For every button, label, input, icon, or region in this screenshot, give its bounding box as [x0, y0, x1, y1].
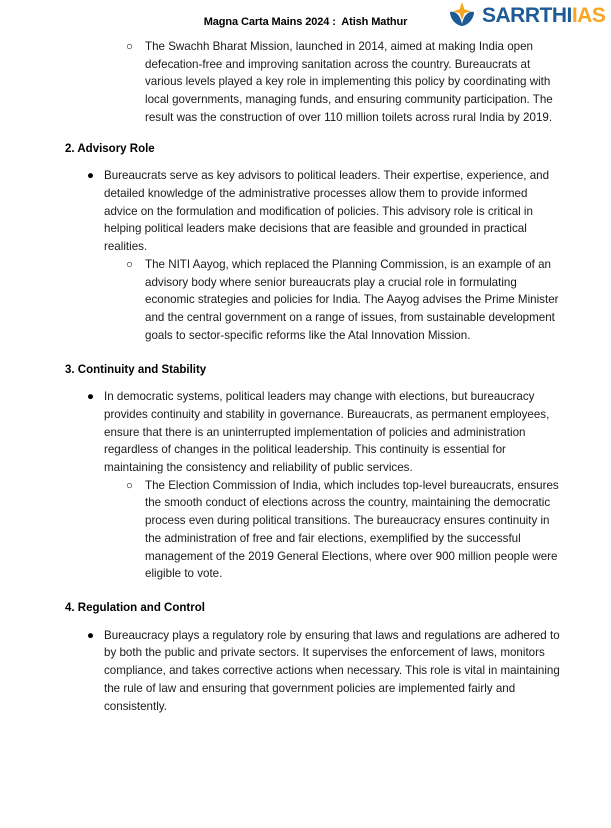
brand-wordmark — [482, 5, 605, 26]
section-heading-advisory-role: 2. Advisory Role — [65, 142, 155, 155]
hollow-bullet-icon: ○ — [126, 257, 134, 271]
list-item-text: The Swachh Bharat Mission, launched in 2014, aimed at making India open defecation-free and improving sanitation across the country. Bureaucrats at various levels played a key role in implementing this policy by coordinating with local governments, managing funds, and ensuring community participation. The result was the construction of over 110 million toilets across rural India by 2019. — [145, 40, 553, 124]
page-title: Magna Carta Mains 2024 : Atish Mathur — [203, 16, 408, 28]
list-item — [0, 256, 611, 345]
hollow-bullet-icon: ○ — [126, 40, 134, 53]
section-list-regulation-and-control — [0, 627, 611, 716]
spacer — [0, 378, 611, 388]
filled-bullet-icon: ● — [87, 628, 95, 642]
section-list-advisory-role — [0, 167, 611, 256]
list-item-text: Bureaucracy plays a regulatory role by ensuring that laws and regulations are adhered to by both the public and private sectors. It supervises the enforcement of laws, monitors compliance, and takes corrective actions when necessary. This role is vital in maintaining the rule of law and ensuring that government policies are implemented fairly and consistently. — [104, 628, 560, 713]
list-item-text: The Election Commission of India, which includes top-level bureaucrats, ensures the smooth conduct of elections across the country, maintaining the democratic process even during political transitions. The bureaucracy ensures continuity in the administration of free and fair elections, exemplified by the successful management of the 2019 General Elections, where over 900 million people were eligible to vote. — [145, 478, 559, 581]
spacer — [0, 583, 611, 601]
intro-sublist — [0, 38, 611, 127]
section-sublist-continuity-and-stability — [0, 477, 611, 583]
sarrthi-lotus-icon — [448, 2, 476, 28]
brand-name-secondary: IAS — [571, 3, 606, 27]
filled-bullet-icon: ● — [87, 390, 95, 404]
filled-bullet-icon: ● — [87, 169, 95, 183]
list-item-text: In democratic systems, political leaders may change with elections, but bureaucracy provides continuity and stability in governance. Bureaucrats, as permanent employees, ensure that there is an uninterrupted implementation of policies and administration regardless of changes in the political leadership. This continuity is essential for maintaining the consistency and reliability of public services. — [104, 390, 550, 474]
spacer — [0, 157, 611, 167]
spacer — [0, 345, 611, 363]
section-heading-continuity-and-stability: 3. Continuity and Stability — [65, 363, 207, 376]
hollow-bullet-icon: ○ — [126, 478, 134, 492]
spacer — [0, 617, 611, 627]
section-sublist-advisory-role — [0, 256, 611, 345]
brand-logo — [448, 0, 611, 30]
list-item-text: Bureaucrats serve as key advisors to political leaders. Their expertise, experience, and detailed knowledge of the administrative processes allow them to provide informed advice on the formulation and modification of policies. This advisory role is critical in helping political leaders make decisions that are feasible and grounded in practical realities. — [104, 169, 550, 254]
page-header — [0, 0, 611, 38]
spacer — [0, 127, 611, 142]
list-item — [0, 167, 611, 256]
list-item — [0, 388, 611, 477]
list-item-text: The NITI Aayog, which replaced the Planning Commission, is an example of an advisory body where senior bureaucrats play a crucial role in formulating economic strategies and policies for India. The Aayog advises the Prime Minister and the central government on a range of issues, from sustainable development goals to sector-specific reforms like the Atal Innovation Mission. — [145, 257, 559, 342]
section-list-continuity-and-stability — [0, 388, 611, 477]
list-item — [0, 477, 611, 583]
brand-name-primary: SARRTHI — [482, 3, 572, 27]
list-item — [0, 627, 611, 716]
document-body — [0, 38, 611, 715]
section-heading-regulation-and-control: 4. Regulation and Control — [65, 602, 205, 615]
list-item — [0, 38, 611, 127]
